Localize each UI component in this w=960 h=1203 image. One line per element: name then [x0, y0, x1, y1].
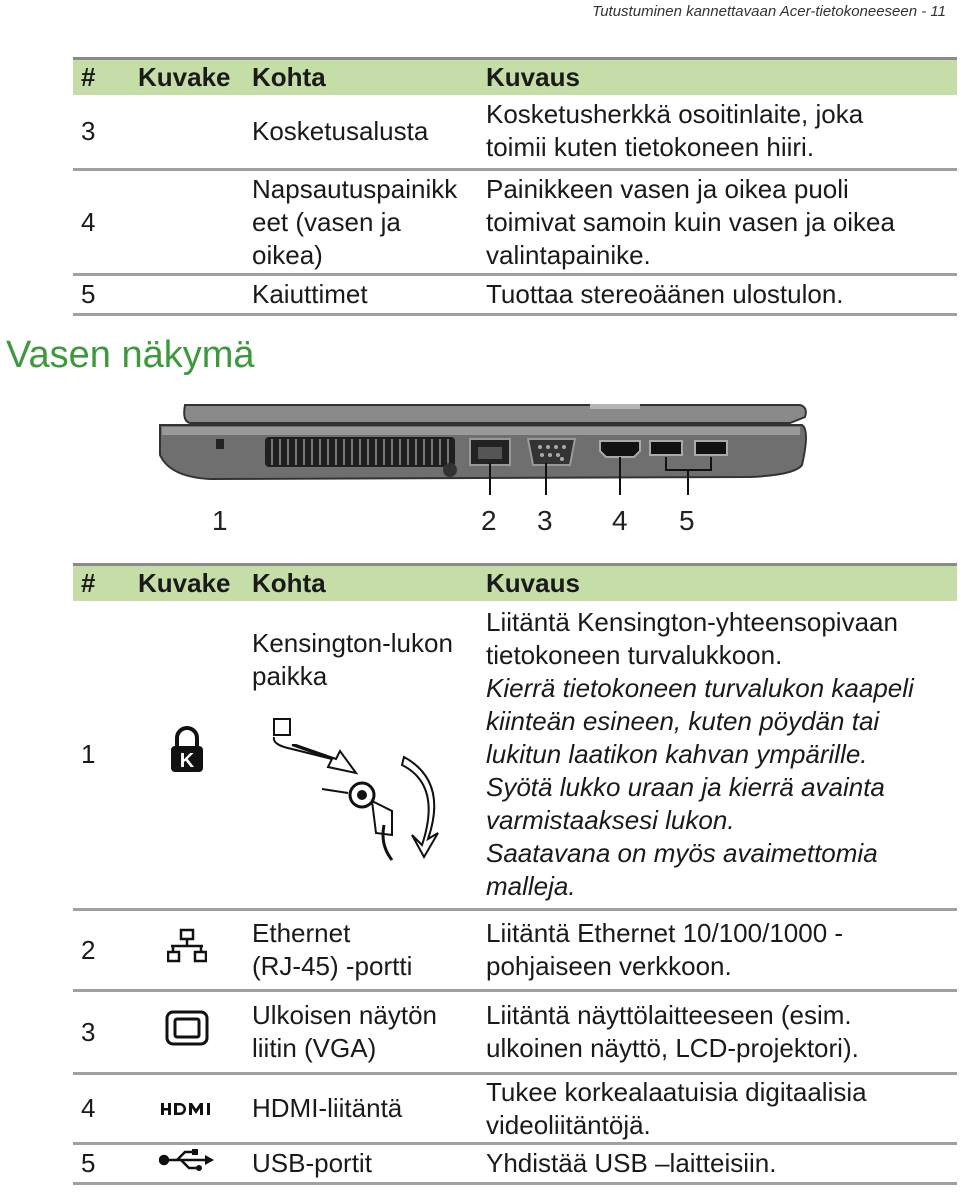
- col-header-num: #: [73, 59, 130, 95]
- table-row: [73, 170, 957, 275]
- vga-icon: [165, 1010, 209, 1046]
- desc-line: valintapainike.: [486, 239, 651, 270]
- desc-line: Liitäntä Ethernet 10/100/1000 -: [486, 918, 844, 948]
- row-num: 3: [73, 991, 130, 1074]
- row-description: [478, 95, 957, 170]
- spec-table-left-view: [73, 563, 957, 1185]
- row-icon: [130, 601, 244, 910]
- desc-italic-line: lukitun laatikon kahvan ympärille.: [486, 738, 868, 769]
- col-header-description: Kuvaus: [478, 565, 957, 601]
- desc-italic-line: malleja.: [486, 870, 576, 901]
- row-description: [478, 1074, 957, 1144]
- table-header-row: [73, 59, 957, 95]
- row-icon: [130, 910, 244, 991]
- location-line: Ulkoisen näytön: [252, 1000, 437, 1030]
- row-icon: [130, 991, 244, 1074]
- desc-line: Kosketusherkkä osoitinlaite, joka: [486, 99, 864, 130]
- desc-line: videoliitäntöjä.: [486, 1109, 651, 1140]
- col-header-location: Kohta: [244, 59, 478, 95]
- col-header-description: Kuvaus: [478, 59, 957, 95]
- row-location: Kaiuttimet: [244, 275, 478, 315]
- table-row: [73, 1144, 957, 1184]
- desc-italic-line: Kierrä tietokoneen turvalukon kaapeli: [486, 672, 914, 703]
- callout-1: 1: [212, 505, 228, 536]
- callout-4: 4: [612, 505, 628, 536]
- hdmi-icon: [159, 1101, 215, 1117]
- row-icon: [130, 275, 244, 315]
- desc-line: toimii kuten tietokoneen hiiri.: [486, 132, 815, 163]
- desc-line: ulkoinen näyttö, LCD-projektori).: [486, 1033, 859, 1063]
- desc-italic-line: Syötä lukko uraan ja kierrä avainta: [486, 771, 885, 802]
- desc-line: toimivat samoin kuin vasen ja oikea: [486, 206, 895, 237]
- location-line: eet (vasen ja: [252, 206, 401, 237]
- location-line: Kensington-lukon: [252, 627, 453, 658]
- table-row: [73, 910, 957, 991]
- row-location: Kosketusalusta: [244, 95, 478, 170]
- row-num: 3: [73, 95, 130, 170]
- svg-text:K: K: [179, 750, 195, 773]
- desc-line: Liitäntä Kensington-yhteensopivaan: [486, 606, 898, 637]
- row-num: 5: [73, 275, 130, 315]
- row-location: HDMI-liitäntä: [244, 1074, 478, 1144]
- col-header-num: #: [73, 565, 130, 601]
- table-row: [73, 275, 957, 315]
- row-location: [244, 170, 478, 275]
- location-line: liitin (VGA): [252, 1033, 377, 1063]
- row-num: 4: [73, 170, 130, 275]
- row-icon: [130, 170, 244, 275]
- row-num: 2: [73, 910, 130, 991]
- callout-2: 2: [481, 505, 497, 536]
- desc-line: Tukee korkealaatuisia digitaalisia: [486, 1076, 867, 1107]
- desc-line: pohjaiseen verkkoon.: [486, 951, 732, 981]
- row-icon: [130, 1144, 244, 1184]
- col-header-icon: Kuvake: [130, 565, 244, 601]
- location-line: paikka: [252, 660, 328, 691]
- row-num: 1: [73, 601, 130, 910]
- callout-5: 5: [679, 505, 695, 536]
- table-row: [73, 601, 957, 910]
- row-description: [478, 991, 957, 1074]
- location-line: Napsautuspainikk: [252, 173, 458, 204]
- row-icon: [130, 1074, 244, 1144]
- location-line: (RJ-45) -portti: [252, 951, 413, 981]
- kensington-lock-illustration: [252, 715, 442, 865]
- running-header: Tutustuminen kannettavaan Acer-tietokoneeseen - 11: [592, 3, 946, 20]
- row-description: [478, 170, 957, 275]
- table-row: [73, 95, 957, 170]
- row-location: [244, 991, 478, 1074]
- row-description: [478, 910, 957, 991]
- row-location: USB-portit: [244, 1144, 478, 1184]
- desc-line: tietokoneen turvalukkoon.: [486, 639, 783, 670]
- kensington-lock-icon: [167, 726, 207, 774]
- row-num: 5: [73, 1144, 130, 1184]
- col-header-location: Kohta: [244, 565, 478, 601]
- usb-icon: [159, 1148, 215, 1172]
- desc-line: Liitäntä näyttölaitteeseen (esim.: [486, 1000, 852, 1030]
- section-title: Vasen näkymä: [6, 334, 255, 376]
- col-header-icon: Kuvake: [130, 59, 244, 95]
- row-icon: [130, 95, 244, 170]
- row-location: [244, 601, 478, 910]
- table-row: [73, 991, 957, 1074]
- table-row: [73, 1074, 957, 1144]
- row-description: Yhdistää USB –laitteisiin.: [478, 1144, 957, 1184]
- table-header-row: [73, 565, 957, 601]
- row-description: Tuottaa stereoäänen ulostulon.: [478, 275, 957, 315]
- row-num: 4: [73, 1074, 130, 1144]
- desc-italic-line: Saatavana on myös avaimettomia: [486, 837, 878, 868]
- location-line: oikea): [252, 239, 323, 270]
- spec-table-top: [73, 57, 957, 316]
- laptop-left-side-illustration: [150, 395, 810, 555]
- row-location: [244, 910, 478, 991]
- callout-3: 3: [537, 505, 553, 536]
- desc-italic-line: varmistaaksesi lukon.: [486, 804, 735, 835]
- location-line: Ethernet: [252, 918, 351, 948]
- desc-line: Painikkeen vasen ja oikea puoli: [486, 173, 849, 204]
- desc-italic-line: kiinteän esineen, kuten pöydän tai: [486, 705, 880, 736]
- ethernet-icon: [167, 928, 207, 964]
- row-description: [478, 601, 957, 910]
